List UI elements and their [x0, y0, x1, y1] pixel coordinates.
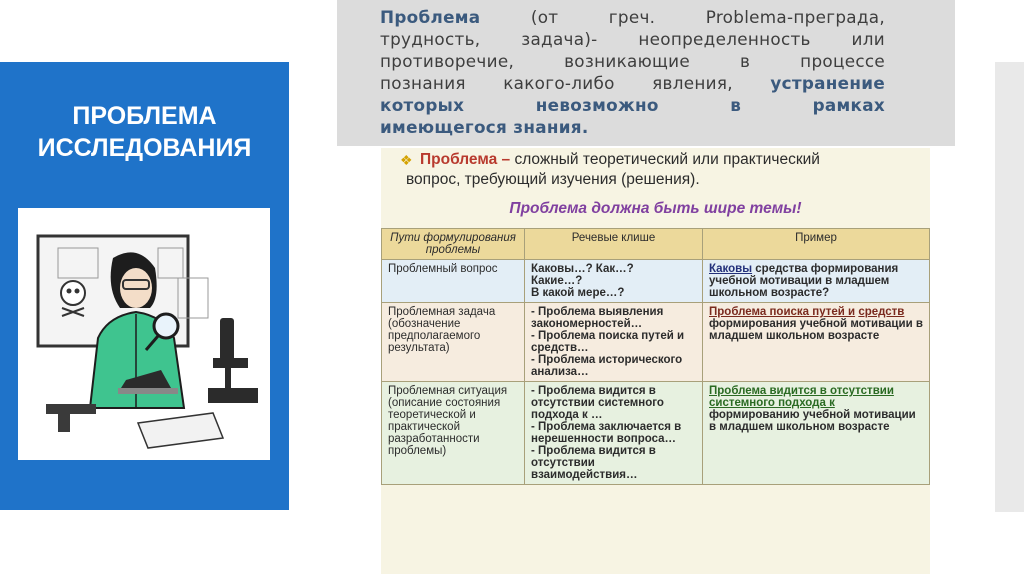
row2-way: Проблемная задача (обозначение предполагаемого результата)	[382, 303, 525, 382]
cliche-item: Какие…?	[531, 275, 583, 287]
definition-line: (от греч. Problema-преграда,	[530, 7, 885, 27]
must-note: Проблема должна быть шире темы!	[509, 200, 802, 217]
row3-way: Проблемная ситуация (описание состояния теоретической и практической разработанности проблемы)	[382, 382, 525, 485]
row1-cliche	[525, 260, 703, 303]
definition-line: трудность, задача)- неопределенность или	[380, 29, 885, 49]
definition-line: которых невозможно в рамках	[380, 95, 885, 115]
problem-bullet	[400, 150, 926, 190]
row2-example	[703, 303, 930, 382]
cliche-item: Каковы…? Как…?	[531, 263, 634, 275]
header-cliche: Речевые клише	[525, 229, 703, 260]
example-rest: формированию учебной мотивации в младшем школьном возрасте	[709, 409, 916, 433]
bullet-text-2: вопрос, требующий изучения (решения).	[406, 171, 700, 188]
bullet-term: Проблема –	[420, 151, 511, 168]
cliche-item: - Проблема заключается в нерешенности вопроса…	[531, 421, 682, 445]
cliche-item: - Проблема исторического анализа…	[531, 354, 683, 378]
definition-line: познания какого-либо явления,	[380, 73, 733, 93]
diamond-bullet-icon: ❖	[400, 152, 413, 168]
row2-cliche	[525, 303, 703, 382]
table-header-row	[382, 229, 930, 260]
definition-line: имеющегося знания.	[380, 117, 589, 137]
example-underlined: Проблема видится в отсутствии системного подхода к	[709, 385, 894, 409]
table-row	[382, 382, 930, 485]
definition-highlight: устранение	[770, 73, 886, 93]
bullet-text-1: сложный теоретический или практический	[514, 151, 820, 168]
cliche-item: - Проблема видится в отсутствии системного подхода к …	[531, 385, 664, 421]
row3-cliche	[525, 382, 703, 485]
example-underlined: средств	[858, 306, 905, 318]
title-line-2: ИССЛЕДОВАНИЯ	[37, 134, 252, 162]
row1-way: Проблемный вопрос	[382, 260, 525, 303]
slide-title	[0, 100, 289, 164]
cliche-item: - Проблема видится в отсутствии взаимодействия…	[531, 445, 656, 481]
header-ways: Пути формулирования проблемы	[382, 229, 525, 260]
definition-text	[380, 6, 885, 138]
title-line-1: ПРОБЛЕМА	[72, 102, 217, 130]
row3-example	[703, 382, 930, 485]
example-rest: формирования учебной мотивации в младшем школьном возрасте	[709, 318, 923, 342]
cliche-table	[381, 228, 930, 485]
row1-example	[703, 260, 930, 303]
example-underlined: Проблема поиска путей и	[709, 306, 856, 318]
cliche-item: В какой мере…?	[531, 287, 625, 299]
definition-term: Проблема	[380, 7, 481, 27]
table-row	[382, 303, 930, 382]
definition-line: противоречие, возникающие в процессе	[380, 51, 885, 71]
scientist-illustration	[18, 208, 270, 460]
header-example: Пример	[703, 229, 930, 260]
example-rest: средства формирования учебной мотивации в младшем школьном возрасте?	[709, 263, 899, 299]
example-underlined: Каковы	[709, 263, 753, 275]
cliche-item: - Проблема поиска путей и средств…	[531, 330, 685, 354]
right-edge-bar	[995, 62, 1024, 512]
cliche-item: - Проблема выявления закономерностей…	[531, 306, 664, 330]
table-row	[382, 260, 930, 303]
